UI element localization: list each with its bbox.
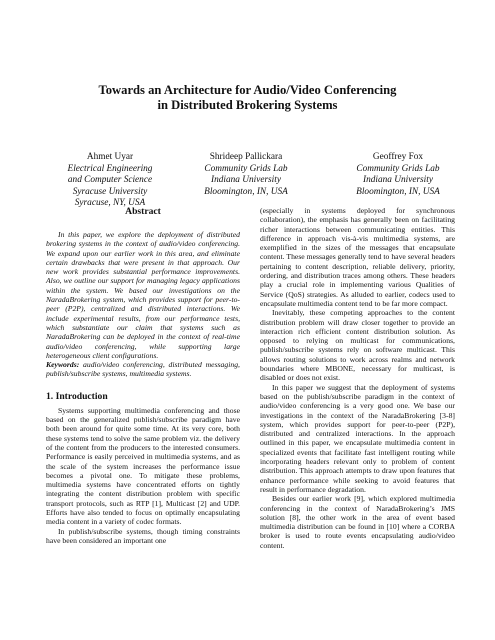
author-affiliation-line: Indiana University: [211, 175, 281, 186]
author-affiliation-line: Indiana University: [363, 175, 433, 186]
author-affiliation-line: Community Grids Lab: [356, 163, 440, 174]
author-affiliation-line: Syracuse, NY, USA: [74, 198, 146, 209]
author-affiliation-line: and Computer Science: [67, 175, 153, 186]
author-name: Shrideep Pallickara: [209, 152, 283, 162]
right-paragraph-2: Inevitably, these competing approaches to the content distribution problem will draw closer together to provide an interaction rich efficient content distribution solution. As opposed to relying on multicast for communications, publish/subscribe systems rely on software multicast. This allows routing solutions to work across realms and network boundaries where MBONE, necessary for multicast, is disabled or does not exist.: [260, 308, 455, 383]
author-affiliation-line: Electrical Engineering: [67, 163, 153, 174]
title-line-2: in Distributed Brokering Systems: [157, 98, 338, 112]
intro-paragraph-2: In publish/subscribe systems, though timing constraints have been considered an important one: [46, 526, 240, 545]
author-block-1: [40, 152, 180, 210]
abstract-heading: Abstract: [125, 206, 161, 217]
intro-paragraph-1: Systems supporting multimedia conferencing and those based on the generalized publish/subscribe paradigm have both been around for quite some time. At its very core, both these systems tend to solve the same problem viz. the delivery of the content from the producers to the interested consumers. Performance is easily perceived in multimedia systems, and as the scale of the system increases the performance issue becomes a pivotal one. To mitigate these problems, multimedia systems have concentrated efforts on tightly integrating the content distribution problem with specific transport protocols, such as RTP [1], Multicast [2] and UDP. Efforts have also tended to focus on optimally encapsulating media content in a variety of codec formats.: [46, 405, 240, 527]
right-column: [260, 206, 455, 550]
section-heading-introduction: 1. Introduction: [46, 390, 108, 402]
author-name: Ahmet Uyar: [86, 152, 134, 162]
title-line-1: Towards an Architecture for Audio/Video Conferencing: [98, 83, 397, 97]
author-affiliation-line: Syracuse University: [72, 186, 148, 197]
paper-title: [0, 83, 495, 113]
keywords-label: Keywords:: [46, 360, 80, 370]
author-affiliation-line: Bloomington, IN, USA: [204, 186, 288, 197]
right-paragraph-3: In this paper we suggest that the deployment of systems based on the publish/subscribe paradigm in the context of audio/video conferencing is a very good one. We base our investigations in the context of the NaradaBrokering [3-8] system, which provides support for peer-to-peer (P2P), distributed and centralized interactions. In the approach outlined in this paper, we encapsulate multimedia content in specialized events that facilitate fast intelligent routing while incorporating headers relevant only to problem of content distribution. This approach attempts to draw upon features that enhance performance while seeking to avoid features that result in performance degradation.: [260, 382, 455, 494]
author-name: Geoffrey Fox: [372, 152, 424, 162]
author-affiliation-line: Bloomington, IN, USA: [356, 186, 440, 197]
left-column: [46, 206, 240, 545]
author-block-3: [328, 152, 468, 198]
author-block-2: [176, 152, 316, 198]
abstract-text: In this paper, we explore the deployment of distributed brokering systems in the context of audio/video conferencing. We expand upon our earlier work in this area, and eliminate certain drawbacks that were present in that approach. Our new work provides substantial performance improvements. Also, we outline our support for managing legacy applications within the system. We based our investigations on the NaradaBrokering system, which provides support for peer-to-peer (P2P), centralized and distributed interactions. We include experimental results, from our performance tests, which substantiate our claim that systems such as NaradaBrokering can be deployed in the context of real-time audio/video conferencing, while supporting large heterogeneous client configurations.: [46, 230, 240, 360]
right-paragraph-4: Besides our earlier work [9], which explored multimedia conferencing in the context of NaradaBrokering’s JMS solution [8], the other work in the area of event based multimedia distribution can be found in [10] where a CORBA broker is used to route events encapsulating audio/video content.: [260, 494, 455, 550]
keywords-paragraph: [46, 360, 240, 379]
keywords-text: audio/video conferencing, distributed messaging, publish/subscribe systems, multimedia systems.: [46, 360, 240, 379]
right-paragraph-1: (especially in systems deployed for synchronous collaboration), the emphasis has generally been on facilitating richer interactions between communicating entities. This difference in approach vis-à-vis multimedia systems, are exemplified in the sizes of the messages that encapsulate content. These messages generally tend to have several headers pertaining to content description, reliable delivery, priority, ordering, and distribution traces among others. These headers play a crucial role in implementing various Qualities of Service (QoS) strategies. As alluded to earlier, codecs used to encapsulate multimedia content tend to be far more compact.: [260, 206, 455, 308]
author-affiliation-line: Community Grids Lab: [204, 163, 288, 174]
